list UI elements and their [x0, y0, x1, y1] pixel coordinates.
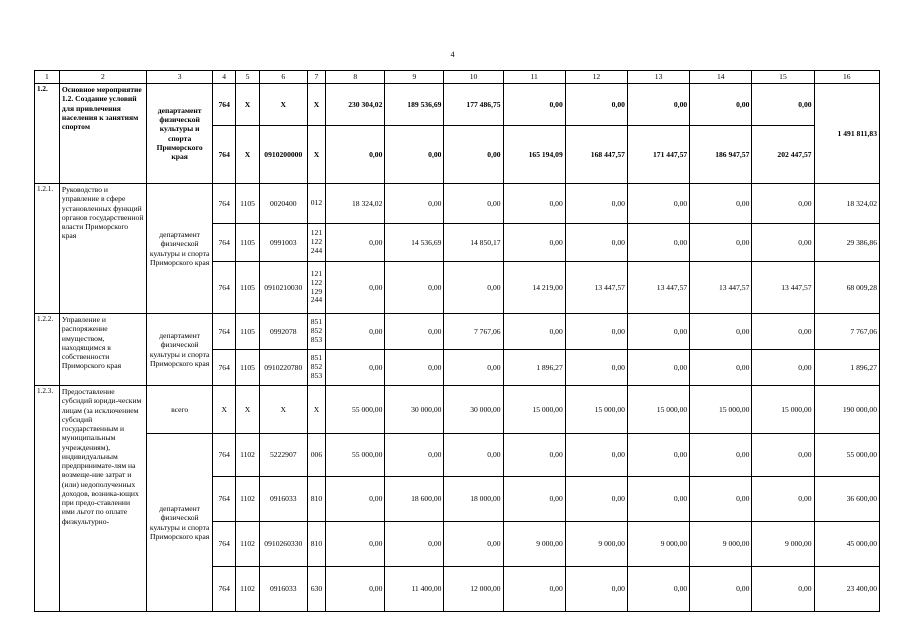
amount-cell: 0,00 — [385, 262, 444, 314]
amount-cell: 0,00 — [752, 84, 814, 126]
amount-cell: 0,00 — [565, 350, 627, 386]
expense-type: Х — [307, 126, 326, 184]
amount-cell: 9 000,00 — [503, 522, 565, 567]
amount-cell: 0,00 — [627, 434, 689, 477]
all-label: всего — [146, 386, 212, 434]
expense-type: 121 122 244 — [307, 224, 326, 262]
amount-cell: 0,00 — [752, 350, 814, 386]
amount-cell: 14 536,69 — [385, 224, 444, 262]
amount-cell: 0,00 — [690, 477, 752, 522]
amount-cell: 0,00 — [444, 350, 503, 386]
column-number: 8 — [326, 71, 385, 84]
grbs-code: 764 — [213, 434, 236, 477]
amount-cell: 0,00 — [627, 84, 689, 126]
table-row — [35, 84, 880, 126]
column-number: 9 — [385, 71, 444, 84]
item-name: Руководство и управление в сфере установленных функций органов государственной власти Приморского края — [59, 184, 146, 314]
total-cell: 190 000,00 — [814, 386, 879, 434]
amount-cell: 0,00 — [444, 434, 503, 477]
amount-cell: 0,00 — [565, 84, 627, 126]
table-row — [35, 434, 880, 477]
amount-cell: 0,00 — [627, 477, 689, 522]
amount-cell: 0,00 — [627, 567, 689, 612]
amount-cell: 0,00 — [385, 126, 444, 184]
amount-cell: 0,00 — [385, 522, 444, 567]
target-code: Х — [259, 84, 307, 126]
amount-cell: 0,00 — [444, 262, 503, 314]
amount-cell: 0,00 — [385, 314, 444, 350]
amount-cell: 0,00 — [326, 477, 385, 522]
amount-cell: 13 447,57 — [565, 262, 627, 314]
column-number: 1 — [35, 71, 60, 84]
amount-cell: 0,00 — [690, 84, 752, 126]
amount-cell: 0,00 — [565, 567, 627, 612]
total-cell: 29 386,86 — [814, 224, 879, 262]
item-number: 1.2.2. — [35, 314, 60, 386]
grbs-code: 764 — [213, 224, 236, 262]
amount-cell: 15 000,00 — [565, 386, 627, 434]
amount-cell: 0,00 — [326, 126, 385, 184]
grbs-code: 764 — [213, 184, 236, 224]
amount-cell: 0,00 — [503, 567, 565, 612]
department: департамент физической культуры и спорта Приморского края — [146, 314, 212, 386]
amount-cell: 0,00 — [444, 522, 503, 567]
amount-cell: 9 000,00 — [752, 522, 814, 567]
amount-cell: 0,00 — [627, 350, 689, 386]
expense-type: Х — [307, 386, 326, 434]
section-code: Х — [236, 126, 260, 184]
amount-cell: 15 000,00 — [752, 386, 814, 434]
amount-cell: 0,00 — [690, 567, 752, 612]
amount-cell: 13 447,57 — [627, 262, 689, 314]
item-name: Управление и распоряжение имуществом, находящимся в собственности Приморского края — [59, 314, 146, 386]
amount-cell: 0,00 — [752, 224, 814, 262]
amount-cell: 177 486,75 — [444, 84, 503, 126]
column-number: 11 — [503, 71, 565, 84]
expense-type: 851 852 853 — [307, 350, 326, 386]
amount-cell: 0,00 — [752, 567, 814, 612]
department: департамент физической культуры и спорта Приморского края — [146, 184, 212, 314]
amount-cell: 165 194,09 — [503, 126, 565, 184]
amount-cell: 9 000,00 — [627, 522, 689, 567]
section-code: 1102 — [236, 434, 260, 477]
amount-cell: 0,00 — [326, 262, 385, 314]
column-number: 16 — [814, 71, 879, 84]
amount-cell: 0,00 — [444, 184, 503, 224]
item-name: Основное мероприятие 1.2. Создание условий для привлечения населения к занятиям спортом — [59, 84, 146, 184]
section-code: Х — [236, 386, 260, 434]
amount-cell: 14 219,00 — [503, 262, 565, 314]
total-cell: 23 400,00 — [814, 567, 879, 612]
amount-cell: 18 000,00 — [444, 477, 503, 522]
item-number: 1.2.3. — [35, 386, 60, 612]
amount-cell: 13 447,57 — [752, 262, 814, 314]
column-number: 15 — [752, 71, 814, 84]
amount-cell: 0,00 — [326, 314, 385, 350]
amount-cell: 0,00 — [565, 477, 627, 522]
column-number-row — [35, 71, 880, 84]
total-cell: 68 009,28 — [814, 262, 879, 314]
section-code: 1102 — [236, 567, 260, 612]
column-number: 10 — [444, 71, 503, 84]
column-number: 5 — [236, 71, 260, 84]
item-number: 1.2.1. — [35, 184, 60, 314]
column-number: 7 — [307, 71, 326, 84]
column-number: 2 — [59, 71, 146, 84]
table-row — [35, 184, 880, 224]
column-number: 14 — [690, 71, 752, 84]
expense-type: 810 — [307, 477, 326, 522]
grbs-code: 764 — [213, 350, 236, 386]
total-cell: 55 000,00 — [814, 434, 879, 477]
amount-cell: 0,00 — [752, 184, 814, 224]
target-code: Х — [259, 386, 307, 434]
amount-cell: 0,00 — [503, 477, 565, 522]
amount-cell: 186 947,57 — [690, 126, 752, 184]
section-code: 1105 — [236, 224, 260, 262]
grbs-code: 764 — [213, 314, 236, 350]
section-code: 1105 — [236, 314, 260, 350]
amount-cell: 9 000,00 — [565, 522, 627, 567]
department: департамент физической культуры и спорта Приморского края — [146, 84, 212, 184]
grbs-code: 764 — [213, 522, 236, 567]
table-row — [35, 386, 880, 434]
amount-cell: 230 304,02 — [326, 84, 385, 126]
amount-cell: 189 536,69 — [385, 84, 444, 126]
amount-cell: 0,00 — [326, 522, 385, 567]
amount-cell: 0,00 — [690, 184, 752, 224]
amount-cell: 15 000,00 — [627, 386, 689, 434]
section-code: Х — [236, 84, 260, 126]
item-name: Предоставление субсидий юриди-ческим лицам (за исключением субсидий государственным и муниципальным учреждениям), индивидуальным предпринимате-лям на возмеще-ние затрат и (или) недополученных доходов, возника-ющих при предо-ставлении ими льгот по оплате физкультурно- — [59, 386, 146, 612]
total-cell: 18 324,02 — [814, 184, 879, 224]
expense-type: 630 — [307, 567, 326, 612]
amount-cell: 0,00 — [326, 567, 385, 612]
amount-cell: 0,00 — [503, 84, 565, 126]
section-code: 1105 — [236, 184, 260, 224]
grbs-code: 764 — [213, 126, 236, 184]
amount-cell: 13 447,57 — [690, 262, 752, 314]
target-code: 0020400 — [259, 184, 307, 224]
amount-cell: 9 000,00 — [690, 522, 752, 567]
total-cell: 45 000,00 — [814, 522, 879, 567]
amount-cell: 18 600,00 — [385, 477, 444, 522]
target-code: 0910200000 — [259, 126, 307, 184]
target-code: 0910210030 — [259, 262, 307, 314]
grbs-code: 764 — [213, 262, 236, 314]
target-code: 0916033 — [259, 567, 307, 612]
amount-cell: 12 000,00 — [444, 567, 503, 612]
amount-cell: 18 324,02 — [326, 184, 385, 224]
table-row — [35, 314, 880, 350]
column-number: 12 — [565, 71, 627, 84]
target-code: 0916033 — [259, 477, 307, 522]
expense-type: 121 122 129 244 — [307, 262, 326, 314]
total-cell: 1 896,27 — [814, 350, 879, 386]
target-code: 0992078 — [259, 314, 307, 350]
amount-cell: 0,00 — [752, 477, 814, 522]
amount-cell: 0,00 — [385, 184, 444, 224]
amount-cell: 0,00 — [444, 126, 503, 184]
amount-cell: 55 000,00 — [326, 386, 385, 434]
amount-cell: 7 767,06 — [444, 314, 503, 350]
amount-cell: 0,00 — [565, 184, 627, 224]
item-number: 1.2. — [35, 84, 60, 184]
target-code: 0991003 — [259, 224, 307, 262]
amount-cell: 0,00 — [385, 350, 444, 386]
page-number: 4 — [450, 50, 455, 59]
target-code: 0910260330 — [259, 522, 307, 567]
total-cell: 36 600,00 — [814, 477, 879, 522]
amount-cell: 15 000,00 — [690, 386, 752, 434]
amount-cell: 0,00 — [503, 314, 565, 350]
amount-cell: 55 000,00 — [326, 434, 385, 477]
amount-cell: 171 447,57 — [627, 126, 689, 184]
target-code: 5222907 — [259, 434, 307, 477]
grbs-code: 764 — [213, 84, 236, 126]
section-code: 1102 — [236, 477, 260, 522]
column-number: 6 — [259, 71, 307, 84]
section-code: 1102 — [236, 522, 260, 567]
column-number: 13 — [627, 71, 689, 84]
grbs-code: 764 — [213, 567, 236, 612]
grbs-code: Х — [213, 386, 236, 434]
amount-cell: 0,00 — [565, 314, 627, 350]
expense-type: 006 — [307, 434, 326, 477]
total-cell: 7 767,06 — [814, 314, 879, 350]
amount-cell: 0,00 — [627, 224, 689, 262]
column-number: 4 — [213, 71, 236, 84]
amount-cell: 0,00 — [627, 184, 689, 224]
amount-cell: 1 896,27 — [503, 350, 565, 386]
section-code: 1105 — [236, 262, 260, 314]
expense-type: 012 — [307, 184, 326, 224]
amount-cell: 0,00 — [503, 224, 565, 262]
amount-cell: 202 447,57 — [752, 126, 814, 184]
amount-cell: 0,00 — [385, 434, 444, 477]
budget-table — [34, 70, 880, 612]
grbs-code: 764 — [213, 477, 236, 522]
expense-type: 810 — [307, 522, 326, 567]
amount-cell: 0,00 — [690, 224, 752, 262]
amount-cell: 168 447,57 — [565, 126, 627, 184]
amount-cell: 0,00 — [565, 434, 627, 477]
amount-cell: 0,00 — [326, 350, 385, 386]
amount-cell: 11 400,00 — [385, 567, 444, 612]
column-number: 3 — [146, 71, 212, 84]
department: департамент физической культуры и спорта Приморского края — [146, 434, 212, 612]
expense-type: Х — [307, 84, 326, 126]
amount-cell: 0,00 — [752, 434, 814, 477]
total-cell: 1 491 811,83 — [814, 84, 879, 184]
amount-cell: 0,00 — [752, 314, 814, 350]
amount-cell: 0,00 — [503, 434, 565, 477]
amount-cell: 0,00 — [690, 350, 752, 386]
expense-type: 851 852 853 — [307, 314, 326, 350]
amount-cell: 0,00 — [627, 314, 689, 350]
amount-cell: 0,00 — [690, 314, 752, 350]
section-code: 1105 — [236, 350, 260, 386]
amount-cell: 30 000,00 — [385, 386, 444, 434]
target-code: 0910220780 — [259, 350, 307, 386]
amount-cell: 30 000,00 — [444, 386, 503, 434]
amount-cell: 0,00 — [503, 184, 565, 224]
amount-cell: 0,00 — [326, 224, 385, 262]
amount-cell: 0,00 — [690, 434, 752, 477]
amount-cell: 14 850,17 — [444, 224, 503, 262]
amount-cell: 0,00 — [565, 224, 627, 262]
amount-cell: 15 000,00 — [503, 386, 565, 434]
